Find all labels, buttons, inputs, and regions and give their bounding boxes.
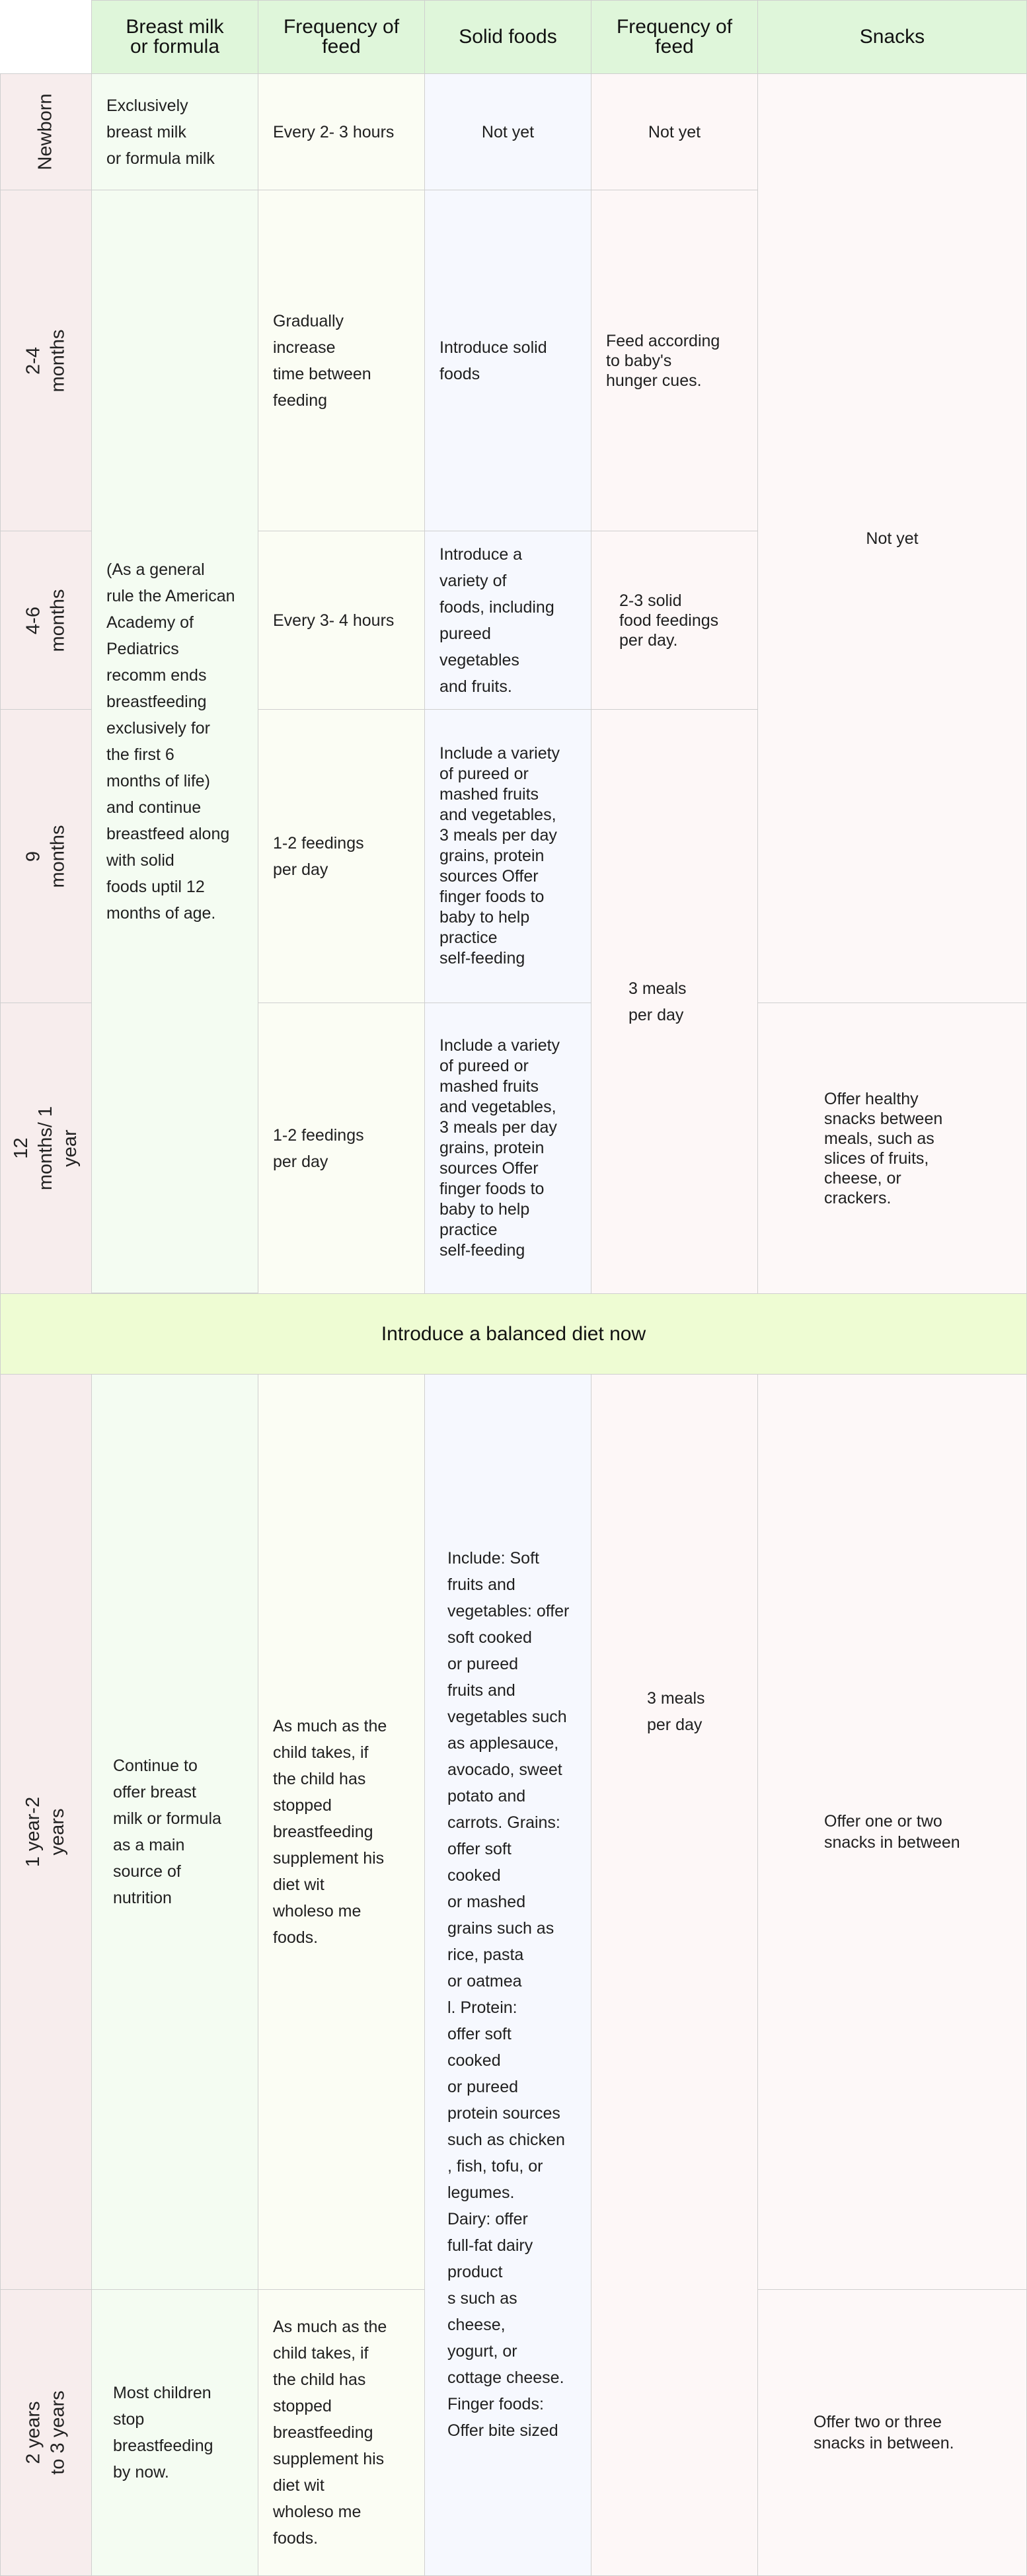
- row-label-9-months: 9 months: [0, 709, 92, 1003]
- solid-frequency-merged-9-12: 3 meals per day: [591, 709, 758, 1294]
- m2-4-solid-foods: Introduce solid foods: [424, 190, 591, 531]
- m12-snacks: Offer healthy snacks between meals, such as slices of fruits, cheese, or crackers.: [757, 1003, 1027, 1294]
- m4-6-feed-frequency: Every 3- 4 hours: [258, 531, 425, 710]
- y1-2-feed-frequency: As much as the child takes, if the child has stopped breastfeeding supplement his diet wit wholeso me foods.: [258, 1374, 425, 2290]
- m9-solid-foods: Include a variety of pureed or mashed fruits and vegetables, 3 meals per day grains, protein sources Offer finger foods to baby to help practice self-feeding: [424, 709, 591, 1003]
- newborn-solid-foods: Not yet: [424, 73, 591, 190]
- m2-4-solid-frequency: Feed according to baby's hunger cues.: [591, 190, 758, 531]
- m12-solid-foods: Include a variety of pureed or mashed fruits and vegetables, 3 meals per day grains, protein sources Offer finger foods to baby to help practice self-feeding: [424, 1003, 591, 1294]
- m2-4-feed-frequency: Gradually increase time between feeding: [258, 190, 425, 531]
- header-snacks: Snacks: [757, 0, 1027, 74]
- y1-2-snacks: Offer one or two snacks in between: [757, 1374, 1027, 2290]
- newborn-breast-milk: Exclusively breast milk or formula milk: [91, 73, 258, 190]
- newborn-solid-frequency: Not yet: [591, 73, 758, 190]
- row-label-newborn: Newborn: [0, 73, 92, 190]
- row-label-12-months: 12 months/ 1 year: [0, 1003, 92, 1294]
- row-label-4-6-months: 4-6 months: [0, 531, 92, 710]
- m9-feed-frequency: 1-2 feedings per day: [258, 709, 425, 1003]
- y2-3-snacks: Offer two or three snacks in between.: [757, 2289, 1027, 2576]
- row-label-2-3-years: 2 years to 3 years: [0, 2289, 92, 2576]
- breast-milk-guideline-merged: (As a general rule the American Academy of Pediatrics recomm ends breastfeeding exclusively for the first 6 months of life) and continue breastfeed along with solid foods uptil 12 months of age.: [91, 190, 258, 1293]
- m12-feed-frequency: 1-2 feedings per day: [258, 1003, 425, 1294]
- m4-6-solid-foods: Introduce a variety of foods, including pureed vegetables and fruits.: [424, 531, 591, 710]
- snacks-not-yet-merged: Not yet: [757, 73, 1027, 1003]
- newborn-feed-frequency: Every 2- 3 hours: [258, 73, 425, 190]
- row-label-1-2-years: 1 year-2 years: [0, 1374, 92, 2290]
- y2-3-feed-frequency: As much as the child takes, if the child has stopped breastfeeding supplement his diet wit wholeso me foods.: [258, 2289, 425, 2576]
- toddler-solid-frequency-merged: 3 meals per day: [591, 1374, 758, 2576]
- header-frequency-of-feed-2: Frequency of feed: [591, 0, 758, 74]
- header-frequency-of-feed-1: Frequency of feed: [258, 0, 425, 74]
- m4-6-solid-frequency: 2-3 solid food feedings per day.: [591, 531, 758, 710]
- toddler-solid-foods-merged: Include: Soft fruits and vegetables: offer soft cooked or pureed fruits and vegetables such as applesauce, avocado, sweet potato and carrots. Grains: offer soft cooked or mashed grains such as rice, pasta or oatmea l. Protein: offer soft cooked or pureed protein sources such as chicken , fish, tofu, or legumes. Dairy: offer full-fat dairy product s such as cheese, yogurt, or cottage cheese. Finger foods: Offer bite sized: [424, 1374, 591, 2576]
- y1-2-breast-milk: Continue to offer breast milk or formula as a main source of nutrition: [91, 1374, 258, 2290]
- header-breast-milk: Breast milk or formula: [91, 0, 258, 74]
- y2-3-breast-milk: Most children stop breastfeeding by now.: [91, 2289, 258, 2576]
- row-label-2-4-months: 2-4 months: [0, 190, 92, 531]
- header-solid-foods: Solid foods: [424, 0, 591, 74]
- balanced-diet-banner: Introduce a balanced diet now: [0, 1293, 1027, 1375]
